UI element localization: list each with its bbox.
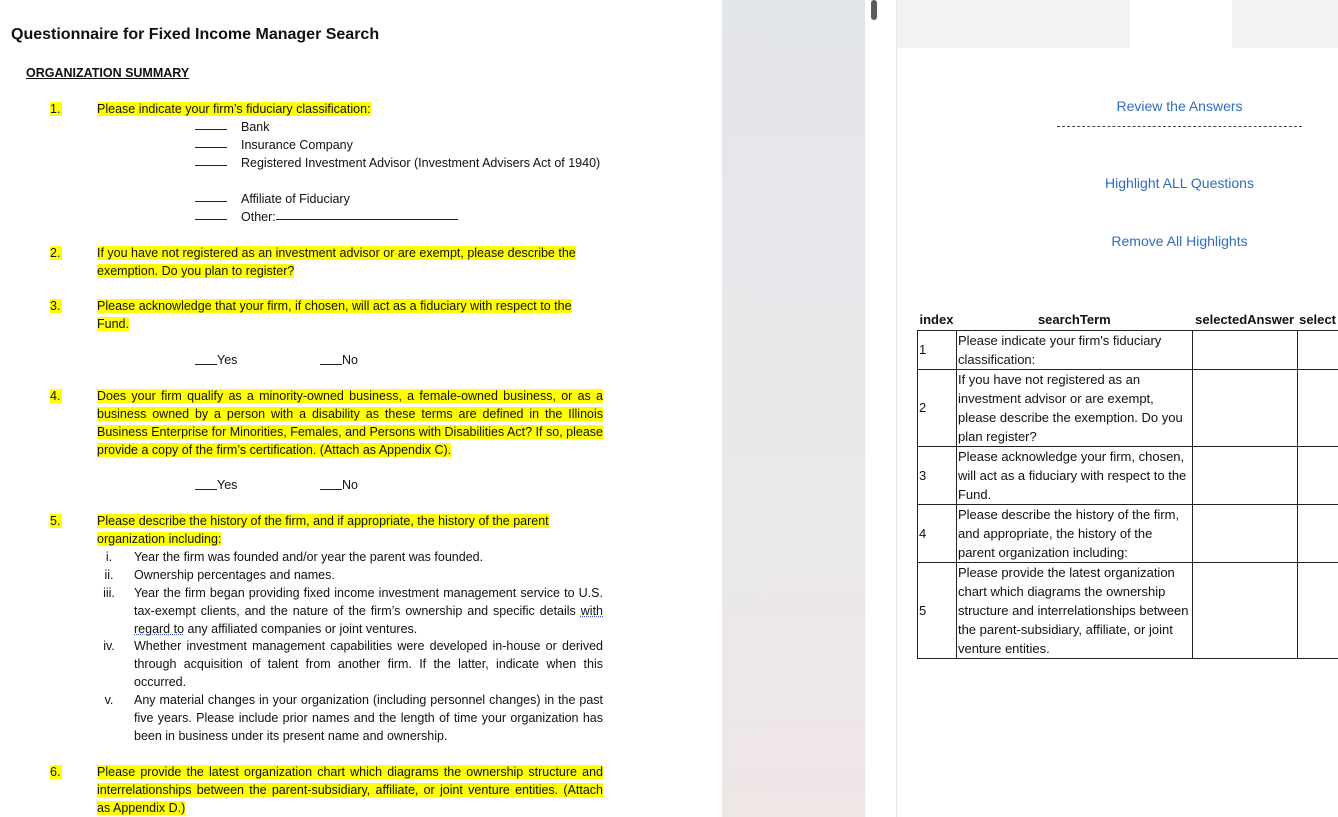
question-text: Please describe the history of the firm, and if appropriate, the history of the parent organization including:: [97, 514, 549, 546]
question-text: If you have not registered as an investment advisor or are exempt, please describe the exemption. Do you plan to register?: [97, 246, 576, 278]
no-option[interactable]: No: [320, 478, 358, 492]
sub-item: i. Year the firm was founded and/or year the parent was founded.: [105, 550, 484, 564]
table-header-row: [918, 312, 1338, 330]
pane-header-bar: [897, 0, 1130, 48]
table-row[interactable]: [918, 562, 1338, 658]
question-number: 2.: [50, 246, 61, 260]
question-number: 6.: [50, 765, 61, 779]
table-row[interactable]: [918, 369, 1338, 446]
question-number: 4.: [50, 389, 61, 403]
no-option[interactable]: No: [320, 353, 358, 367]
question-text: Please indicate your firm’s fiduciary classification:: [97, 102, 371, 116]
cell-selected-answer[interactable]: [1192, 562, 1297, 658]
cell-selected-answer[interactable]: [1192, 330, 1297, 369]
other-input-line[interactable]: [276, 208, 458, 220]
answer-blank[interactable]: [195, 154, 227, 166]
option-row: Registered Investment Advisor (Investment Advisers Act of 1940): [195, 154, 601, 172]
column-header-selectedanswer: selectedAnswer: [1192, 312, 1297, 330]
cell-select[interactable]: [1297, 504, 1338, 562]
answer-blank[interactable]: [195, 190, 227, 202]
yes-option[interactable]: Yes: [195, 353, 237, 367]
answer-blank[interactable]: [195, 208, 227, 220]
cell-select[interactable]: [1297, 446, 1338, 504]
cell-select[interactable]: [1297, 562, 1338, 658]
question-text: Does your firm qualify as a minority-owned business, a female-owned business, or as a business owned by a person with a disability as these terms are defined in the Illinois Business Enterprise for Minorities, Females, and Persons with Disabilities Act? If so, please provide a copy of the firm’s certification. (Attach as Appendix C).: [97, 389, 603, 457]
cell-index: 1: [918, 330, 957, 369]
scrollbar-thumb[interactable]: [871, 0, 877, 20]
table-row[interactable]: [918, 504, 1338, 562]
cell-searchterm[interactable]: Please indicate your firm's fiduciary classification:: [956, 330, 1192, 369]
table-row[interactable]: [918, 330, 1338, 369]
sub-item: iii. Year the firm began providing fixed income investment management service to U.S. tax-exempt clients, and the nature of the firm’s ownership and specific details with regard to any affiliated companies or joint ventures.: [103, 586, 603, 636]
table-row[interactable]: [918, 446, 1338, 504]
review-answers-link[interactable]: Review the Answers: [1116, 98, 1243, 114]
cell-selected-answer[interactable]: [1192, 369, 1297, 446]
divider: [1057, 126, 1302, 127]
task-pane: [897, 0, 1338, 817]
pane-header-bar: [1232, 0, 1338, 48]
section-heading: ORGANIZATION SUMMARY: [26, 66, 190, 80]
sub-item: v. Any material changes in your organization (including personnel changes) in the past five years. Please include prior names and the length of time your organization has been in business under its present name and ownership.: [104, 693, 603, 743]
question-number: 5.: [50, 514, 61, 528]
option-row: Bank: [195, 118, 601, 136]
cell-index: 3: [918, 446, 957, 504]
cell-searchterm[interactable]: Please acknowledge your firm, chosen, will act as a fiduciary with respect to the Fund.: [956, 446, 1192, 504]
cell-select[interactable]: [1297, 369, 1338, 446]
yes-option[interactable]: Yes: [195, 478, 237, 492]
cell-index: 4: [918, 504, 957, 562]
sub-item: iv. Whether investment management capabilities were developed in-house or derived through acquisition of talent from another firm. If the latter, indicate when this occurred.: [103, 639, 603, 689]
highlight-all-link[interactable]: Highlight ALL Questions: [1105, 175, 1254, 191]
cell-index: 5: [918, 562, 957, 658]
question-number: 1.: [50, 102, 61, 116]
document-gutter: [722, 0, 865, 817]
sub-item: ii. Ownership percentages and names.: [104, 568, 335, 582]
results-table: [917, 312, 1338, 659]
cell-index: 2: [918, 369, 957, 446]
cell-selected-answer[interactable]: [1192, 446, 1297, 504]
answer-blank[interactable]: [195, 136, 227, 148]
cell-searchterm[interactable]: If you have not registered as an investment advisor or are exempt, please describe the exemption. Do you plan register?: [956, 369, 1192, 446]
answer-blank[interactable]: [195, 118, 227, 130]
question-number: 3.: [50, 299, 61, 313]
option-row: Insurance Company: [195, 136, 601, 154]
question-text: Please provide the latest organization chart which diagrams the ownership structure and interrelationships between the parent-subsidiary, affiliate, or joint venture entities. (Attach as Appendix D.): [97, 765, 603, 815]
cell-select[interactable]: [1297, 330, 1338, 369]
question-text: Please acknowledge that your firm, if chosen, will act as a fiduciary with respect to the Fund.: [97, 299, 572, 331]
option-row: Other:: [195, 208, 601, 226]
column-header-searchterm: searchTerm: [956, 312, 1192, 330]
column-header-index: index: [918, 312, 957, 330]
vertical-scrollbar[interactable]: [865, 0, 897, 817]
column-header-select: select: [1297, 312, 1338, 330]
cell-searchterm[interactable]: Please describe the history of the firm, and appropriate, the history of the parent organization including:: [956, 504, 1192, 562]
option-row: Affiliate of Fiduciary: [195, 190, 601, 208]
cell-searchterm[interactable]: Please provide the latest organization chart which diagrams the ownership structure and interrelationships between the parent-subsidiary, affiliate, or joint venture entities.: [956, 562, 1192, 658]
remove-highlights-link[interactable]: Remove All Highlights: [1111, 233, 1248, 249]
document-title: Questionnaire for Fixed Income Manager Search: [11, 26, 380, 43]
cell-selected-answer[interactable]: [1192, 504, 1297, 562]
